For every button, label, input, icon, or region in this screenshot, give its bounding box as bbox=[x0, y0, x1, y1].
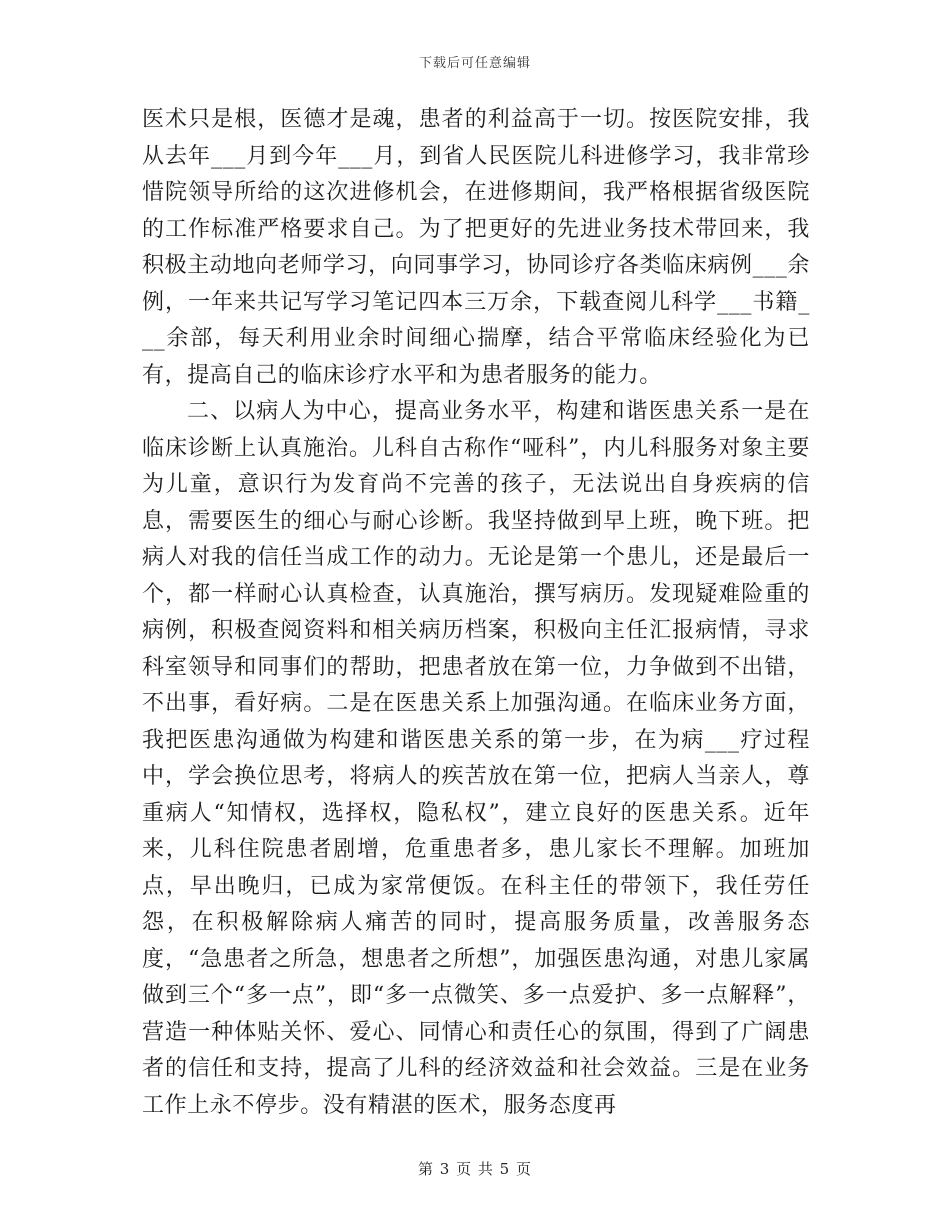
document-body bbox=[142, 102, 810, 1124]
page-header: 下载后可任意编辑 bbox=[418, 56, 531, 71]
paragraph-1: 医术只是根，医德才是魂，患者的利益高于一切。按医院安排，我从去年___月到今年___月，到省人民医院儿科进修学习，我非常珍惜院领导所给的这次进修机会，在进修期间，我严格根据省级医院的工作标准严格要求自己。为了把更好的先进业务技术带回来，我积极主动地向老师学习，向同事学习，协同诊疗各类临床病例___余例，一年来共记写学习笔记四本三万余，下载查阅儿科学___书籍___余部，每天利用业余时间细心揣摩，结合平常临床经验化为已有，提高自己的临床诊疗水平和为患者服务的能力。 bbox=[142, 107, 810, 388]
page-footer: 第 3 页 共 5 页 bbox=[418, 1160, 532, 1178]
paragraph-2: 二、以病人为中心，提高业务水平，构建和谐医患关系一是在临床诊断上认真施治。儿科自古称作“哑科”，内儿科服务对象主要为儿童，意识行为发育尚不完善的孩子，无法说出自身疾病的信息，需要医生的细心与耐心诊断。我坚持做到早上班，晚下班。把病人对我的信任当成工作的动力。无论是第一个患儿，还是最后一个，都一样耐心认真检查，认真施治，撰写病历。发现疑难险重的病例，积极查阅资料和相关病历档案，积极向主任汇报病情，寻求科室领导和同事们的帮助，把患者放在第一位，力争做到不出错，不出事，看好病。二是在医患关系上加强沟通。在临床业务方面，我把医患沟通做为构建和谐医患关系的第一步，在为病___疗过程中，学会换位思考，将病人的疾苦放在第一位，把病人当亲人，尊重病人“知情权，选择权，隐私权”，建立良好的医患关系。近年来，儿科住院患者剧增，危重患者多，患儿家长不理解。加班加点，早出晚归，已成为家常便饭。在科主任的带领下，我任劳任怨，在积极解除病人痛苦的同时，提高服务质量，改善服务态度，“急患者之所急，想患者之所想”，加强医患沟通，对患儿家属做到三个“多一点”，即“多一点微笑、多一点爱护、多一点解释”，营造一种体贴关怀、爱心、同情心和责任心的氛围，得到了广阔患者的信任和支持，提高了儿科的经济效益和社会效益。三是在业务工作上永不停步。没有精湛的医术，服务态度再 bbox=[142, 399, 810, 1118]
